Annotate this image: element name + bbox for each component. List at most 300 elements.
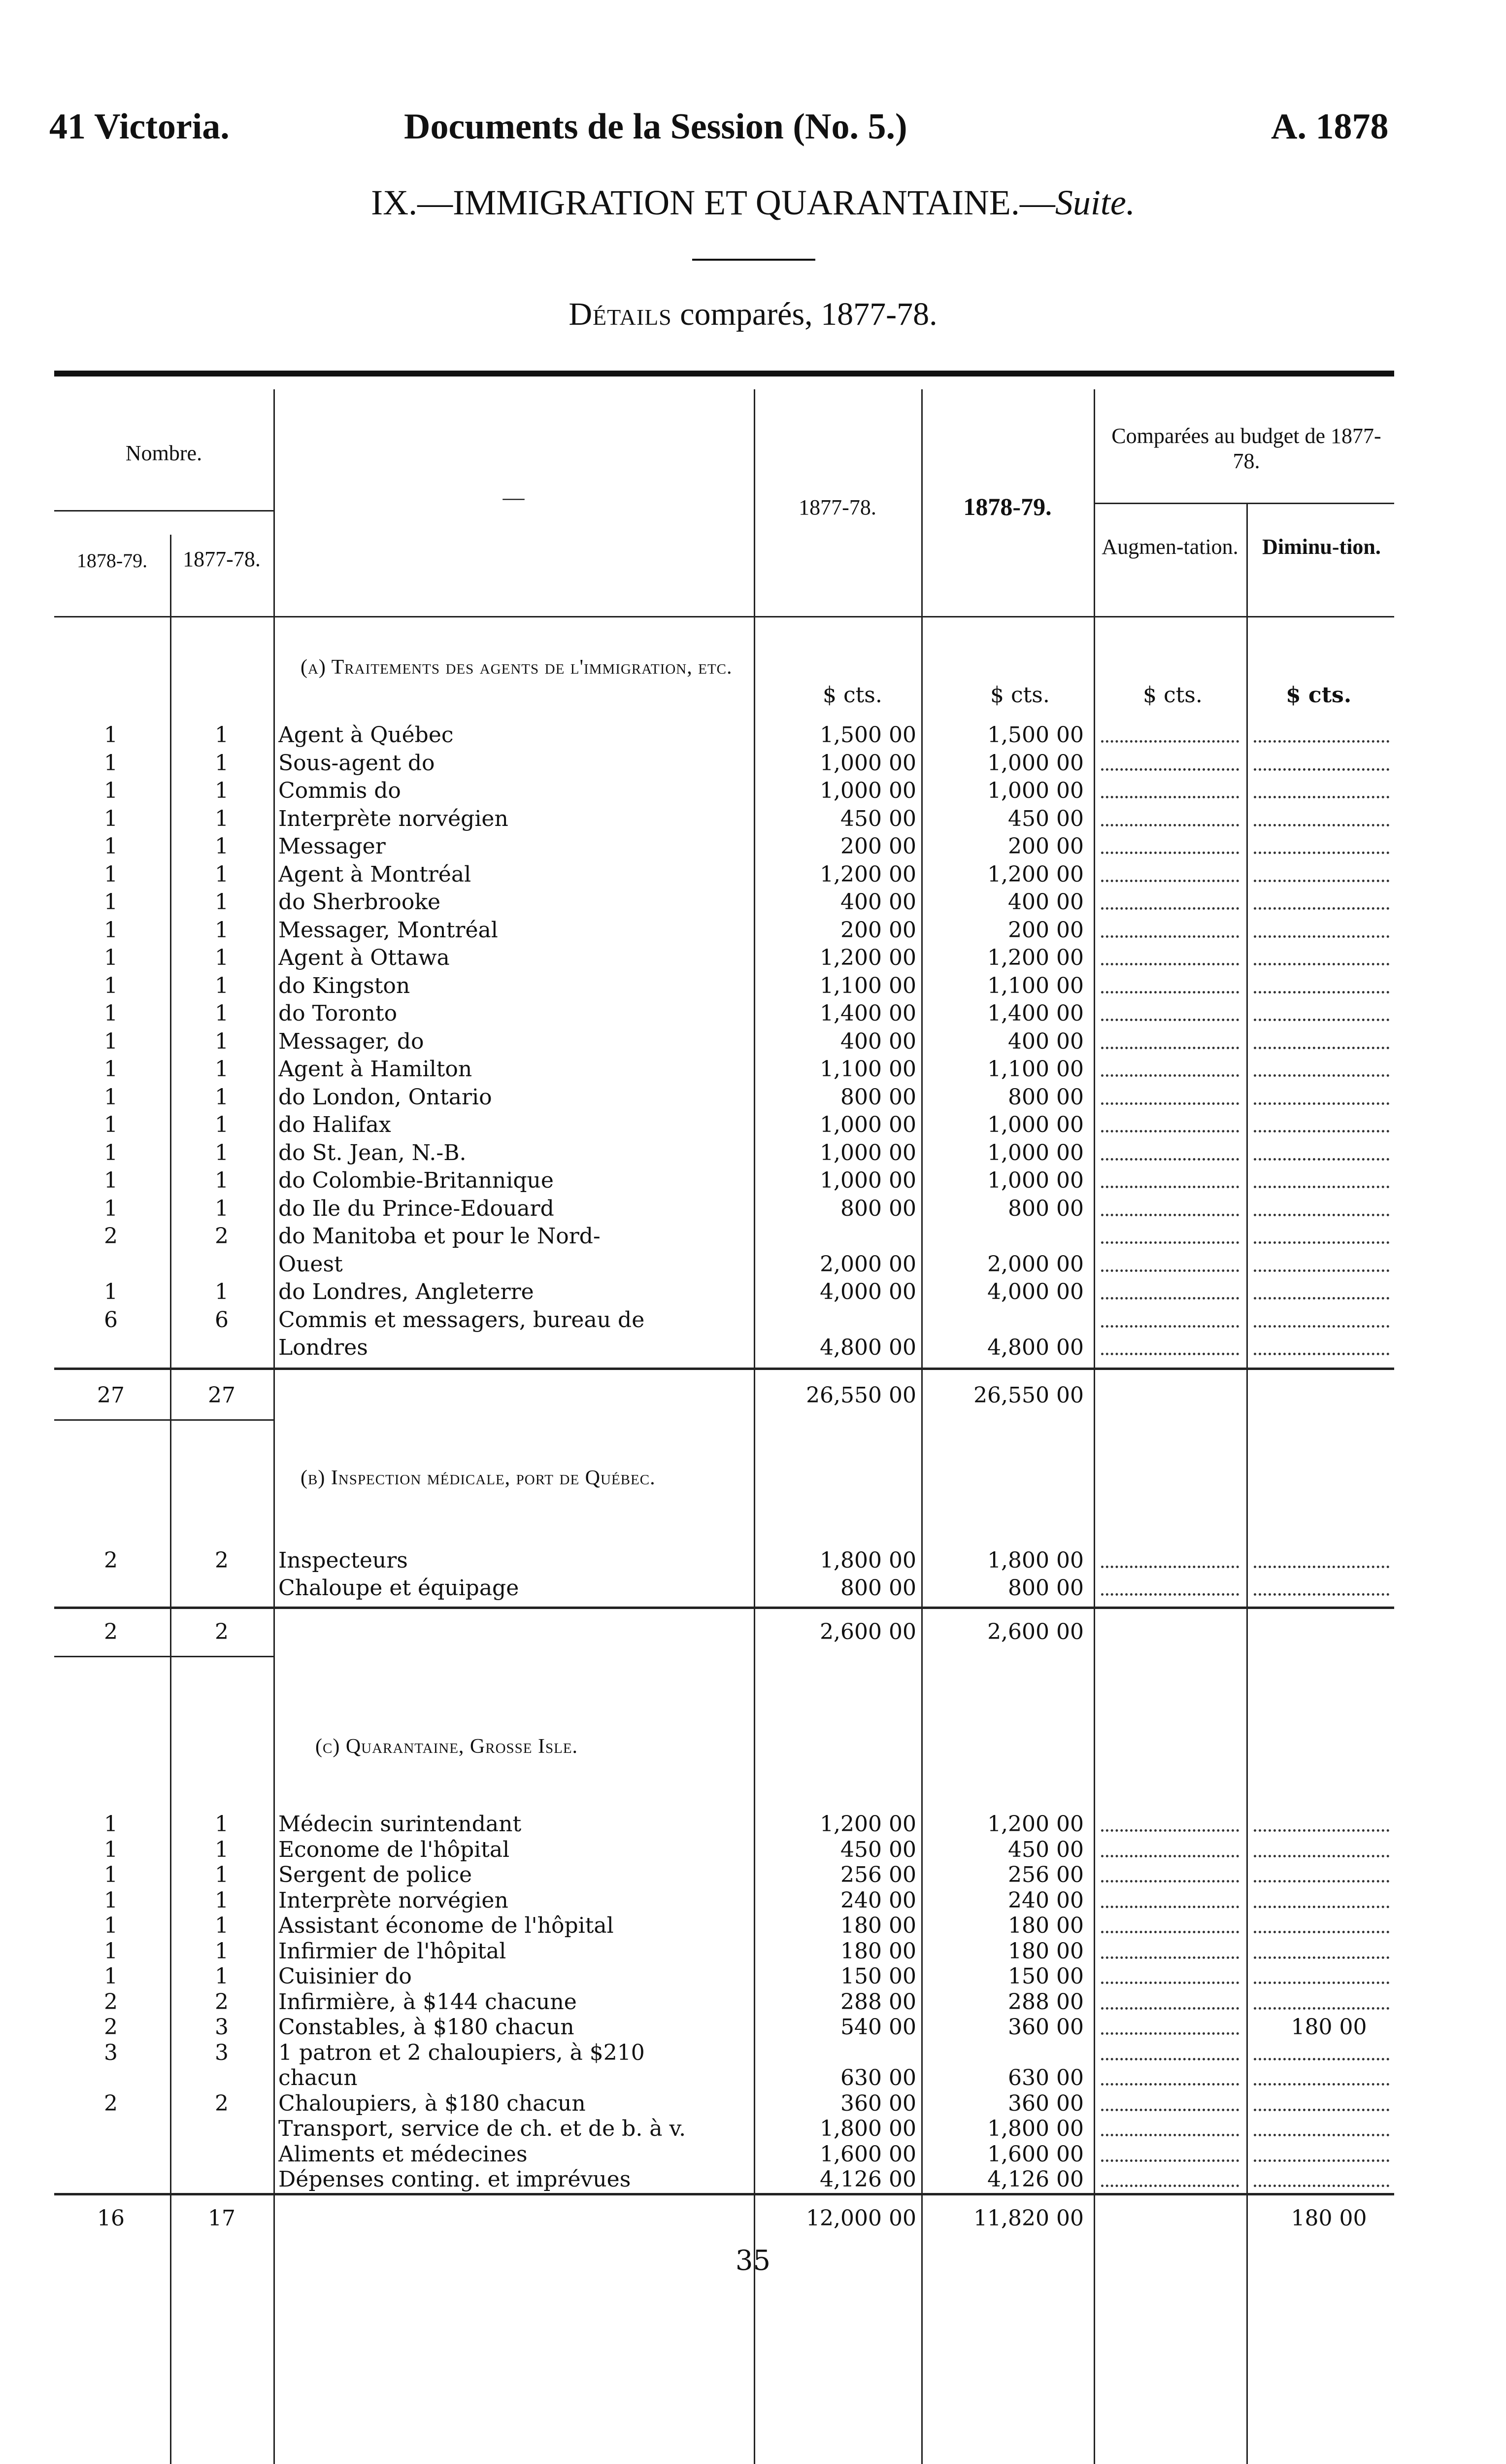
amount-1877: 800 00 [840,1575,916,1601]
count-1878: 1 [104,750,118,776]
title-rule [692,259,815,261]
count-1878: 6 [104,1307,118,1333]
dot-leader [1254,1880,1389,1882]
count-1877: 3 [215,2040,229,2065]
dot-leader [1101,2032,1239,2035]
table-row [0,1223,1506,1250]
table-row [0,1335,1506,1361]
dot-leader [1101,2007,1239,2010]
unit-a: $ cts. [823,683,882,708]
item-description: Chaloupiers, à $180 chacun [278,2090,586,2116]
amount-1878: 1,400 00 [987,1001,1084,1026]
dot-leader [1101,824,1239,826]
section-b-title: (b) Inspection médicale, port de Québec. [301,1467,656,1489]
header-right: A. 1878 [1271,106,1389,147]
dot-leader [1101,2083,1239,2086]
dot-leader [1254,1906,1389,1908]
item-description: do St. Jean, N.-B. [278,1140,467,1165]
amount-1878: 800 00 [1008,1196,1084,1221]
item-description: Aliments et médecines [278,2141,528,2167]
count-1877: 1 [215,1196,229,1221]
amount-1877: 1,000 00 [820,778,916,803]
count-1878: 2 [104,2090,118,2116]
amount-1878: 1,800 00 [987,2116,1084,2141]
item-description: Interprète norvégien [278,1887,508,1913]
total-a-bottom-rule [54,1419,273,1421]
amount-1878: 200 00 [1008,834,1084,859]
col-y1878: 1878-79. [963,493,1052,520]
dot-leader [1254,1241,1389,1244]
count-1877: 1 [215,1112,229,1137]
count-1878: 1 [104,861,118,887]
amount-1877: 256 00 [840,1862,916,1887]
item-description: Constables, à $180 chacun [278,2015,574,2040]
table-row [0,1963,1506,1990]
dot-leader [1254,907,1389,910]
amount-1877: 1,100 00 [820,1057,916,1082]
table-row [0,2065,1506,2091]
amount-1878: 1,000 00 [987,750,1084,776]
dot-leader [1254,1019,1389,1021]
amount-1878: 1,800 00 [987,1548,1084,1573]
amount-1877: 800 00 [840,1196,916,1221]
item-description: do Manitoba et pour le Nord- [278,1224,601,1249]
amount-1877: 1,800 00 [820,2116,916,2141]
item-description: Econome de l'hôpital [278,1837,510,1862]
count-1877: 1 [215,1862,229,1887]
dot-leader [1254,1325,1389,1328]
count-1878: 1 [104,1057,118,1082]
dot-leader [1254,1269,1389,1272]
col-1878: 1878-79. [76,549,148,572]
dot-leader [1254,1214,1389,1216]
col-desc: — [502,485,525,510]
unit-aug: $ cts. [1143,683,1203,708]
count-1877: 1 [215,834,229,859]
count-1878: 1 [104,1938,118,1964]
amount-1877: 4,000 00 [820,1279,916,1304]
dot-leader [1101,1982,1239,1984]
amount-1877: 450 00 [840,806,916,831]
header-center: Documents de la Session (No. 5.) [404,106,907,147]
dot-leader [1101,1906,1239,1908]
dot-leader [1101,2185,1239,2187]
dot-leader [1254,2109,1389,2111]
amount-1878: 360 00 [1008,2015,1084,2040]
count-1878: 1 [104,945,118,970]
amount-1877: 630 00 [840,2065,916,2090]
dot-leader [1254,2058,1389,2060]
dot-leader [1101,1956,1239,1959]
amount-1878: 450 00 [1008,806,1084,831]
count-1877: 2 [215,1989,229,2015]
item-description: Chaloupe et équipage [278,1575,519,1601]
total-b-n78: 2 [104,1619,118,1644]
total-a-row [0,1382,1506,1409]
dot-leader [1101,1130,1239,1132]
dot-leader [1254,1593,1389,1596]
dot-leader [1254,1829,1389,1832]
subtitle-lead: Détails [569,296,672,332]
total-a-n78: 27 [97,1383,125,1408]
table-row [0,1196,1506,1222]
dot-leader [1254,1297,1389,1300]
item-description: Infirmier de l'hôpital [278,1938,506,1964]
amount-1877: 1,400 00 [820,1001,916,1026]
table-row [0,1056,1506,1083]
table-row [0,2040,1506,2066]
amount-1877: 2,000 00 [820,1251,916,1277]
amount-1877: 540 00 [840,2015,916,2040]
dot-leader [1254,824,1389,826]
amount-1877: 1,000 00 [820,1168,916,1193]
dot-leader [1101,1074,1239,1077]
count-1878: 2 [104,2015,118,2040]
table-row [0,917,1506,944]
total-c-row [0,2205,1506,2232]
dot-leader [1101,2159,1239,2162]
amount-1878: 450 00 [1008,1837,1084,1862]
amount-1877: 180 00 [840,1913,916,1938]
col-augmentation: Augmen-tation. [1102,535,1238,559]
dot-leader [1101,1325,1239,1328]
dot-leader [1101,907,1239,910]
dot-leader [1101,1241,1239,1244]
page-title [0,182,1506,223]
item-description: Ouest [278,1251,343,1277]
amount-1877: 1,000 00 [820,1112,916,1137]
header-rule-comparees [1094,503,1394,504]
dot-leader [1101,768,1239,771]
section-a-title: (a) Traitements des agents de l'immigration, etc. [301,656,733,679]
amount-1877: 200 00 [840,834,916,859]
col-1877: 1877-78. [183,547,261,571]
count-1877: 1 [215,1913,229,1938]
table-row [0,750,1506,777]
dot-leader [1101,1186,1239,1188]
amount-1877: 288 00 [840,1989,916,2015]
item-description: Londres [278,1335,368,1360]
item-description: chacun [278,2065,358,2090]
amount-1877: 180 00 [840,1938,916,1964]
count-1878: 2 [104,1548,118,1573]
amount-1877: 800 00 [840,1084,916,1110]
table-row [0,722,1506,749]
dot-leader [1254,2083,1389,2086]
count-1877: 1 [215,890,229,915]
amount-1878: 200 00 [1008,917,1084,943]
dot-leader [1101,1158,1239,1161]
item-description: Commis do [278,778,401,803]
item-description: Messager, do [278,1028,424,1054]
amount-1878: 1,600 00 [987,2141,1084,2167]
amount-1878: 256 00 [1008,1862,1084,1887]
item-description: Médecin surintendant [278,1812,522,1837]
dot-leader [1101,852,1239,854]
dot-leader [1101,1855,1239,1857]
amount-1878: 4,800 00 [987,1335,1084,1360]
item-description: do Ile du Prince-Edouard [278,1196,554,1221]
count-1878: 1 [104,973,118,998]
dot-leader [1254,1353,1389,1355]
total-a-1877: 26,550 00 [806,1383,916,1408]
table-row [0,1279,1506,1305]
section-c-title: (c) Quarantaine, Grosse Isle. [315,1735,578,1758]
item-description: Agent à Québec [278,722,454,748]
dot-leader [1254,796,1389,798]
dot-leader [1254,1982,1389,1984]
count-1877: 1 [215,1168,229,1193]
dot-leader [1101,1047,1239,1049]
table-row [0,1307,1506,1334]
amount-1878: 1,000 00 [987,1168,1084,1193]
table-row [0,1251,1506,1278]
count-1877: 2 [215,1224,229,1249]
item-description: Assistant économe de l'hôpital [278,1913,614,1938]
table-row [0,1028,1506,1055]
dot-leader [1254,2134,1389,2136]
count-1877: 3 [215,2015,229,2040]
amount-1878: 1,000 00 [987,1140,1084,1165]
amount-1877: 240 00 [840,1887,916,1913]
count-1877: 1 [215,1964,229,1989]
table-row [0,806,1506,832]
count-1877: 1 [215,1140,229,1165]
table-row [0,1000,1506,1027]
item-description: Dépenses conting. et imprévues [278,2167,631,2192]
subtitle-rest: comparés, 1877-78. [671,296,937,332]
dot-leader [1101,1829,1239,1832]
dot-leader [1101,2058,1239,2060]
count-1877: 1 [215,1812,229,1837]
amount-1878: 800 00 [1008,1084,1084,1110]
amount-1878: 1,200 00 [987,861,1084,887]
header-rule-nombre [54,510,273,512]
count-1878: 1 [104,1084,118,1110]
header-bottom-rule [54,616,1394,617]
table-row [0,2014,1506,2041]
total-b-n77: 2 [215,1619,229,1644]
count-1878: 1 [104,917,118,943]
table-row [0,1913,1506,1939]
item-description: Messager, Montréal [278,917,498,943]
dot-leader [1101,991,1239,993]
dot-leader [1101,1880,1239,1882]
table-row [0,2116,1506,2142]
dot-leader [1254,852,1389,854]
count-1877: 1 [215,973,229,998]
amount-1878: 630 00 [1008,2065,1084,2090]
item-description: Commis et messagers, bureau de [278,1307,645,1333]
amount-1877: 450 00 [840,1837,916,1862]
table-row [0,1575,1506,1602]
count-1877: 1 [215,1938,229,1964]
count-1877: 1 [215,722,229,748]
amount-1877: 360 00 [840,2090,916,2116]
col-diminution: Diminu-tion. [1262,535,1381,559]
table-row [0,1112,1506,1138]
count-1878: 1 [104,1837,118,1862]
amount-1877: 1,200 00 [820,861,916,887]
table-row [0,778,1506,804]
count-1878: 2 [104,1989,118,2015]
count-1878: 1 [104,1812,118,1837]
count-1877: 1 [215,806,229,831]
count-1878: 1 [104,778,118,803]
item-description: Cuisinier do [278,1964,412,1989]
item-description: Inspecteurs [278,1548,408,1573]
count-1877: 1 [215,1837,229,1862]
dot-leader [1254,1102,1389,1105]
table-row [0,1862,1506,1888]
total-c-1878: 11,820 00 [973,2206,1084,2231]
dot-leader [1101,740,1239,743]
dot-leader [1254,1047,1389,1049]
dot-leader [1101,2109,1239,2111]
amount-1878: 1,200 00 [987,1812,1084,1837]
dot-leader [1101,1019,1239,1021]
amount-1877: 200 00 [840,917,916,943]
amount-1878: 1,200 00 [987,945,1084,970]
dot-leader [1254,935,1389,938]
item-description: do Halifax [278,1112,391,1137]
col-comparees: Comparées au budget de 1877-78. [1111,424,1381,473]
dot-leader [1254,740,1389,743]
dot-leader [1101,880,1239,882]
item-description: do London, Ontario [278,1084,492,1110]
dot-leader [1254,1130,1389,1132]
total-c-1877: 12,000 00 [806,2206,916,2231]
amount-1877: 400 00 [840,1028,916,1054]
item-description: Sergent de police [278,1862,472,1887]
total-c-n77: 17 [208,2206,235,2231]
item-description: Agent à Hamilton [278,1057,472,1082]
item-description: do Kingston [278,973,410,998]
count-1878: 1 [104,1887,118,1913]
count-1878: 1 [104,1001,118,1026]
page-number: 35 [735,2245,771,2277]
item-description: do Toronto [278,1001,398,1026]
dot-leader [1254,1158,1389,1161]
count-1877: 2 [215,2090,229,2116]
title-main: IX.—IMMIGRATION ET QUARANTAINE.— [371,183,1055,222]
table-row [0,1837,1506,1863]
table-row [0,861,1506,888]
table-row [0,2141,1506,2168]
dot-leader [1254,991,1389,993]
amount-1878: 4,126 00 [987,2167,1084,2192]
amount-1878: 288 00 [1008,1989,1084,2015]
total-b-1877: 2,600 00 [820,1619,916,1644]
dot-leader [1101,935,1239,938]
count-1877: 1 [215,1057,229,1082]
item-description: Sous-agent do [278,750,435,776]
unit-dim: $ cts. [1286,683,1352,708]
amount-1877: 400 00 [840,890,916,915]
dot-leader [1254,1566,1389,1568]
table-row [0,1989,1506,2016]
amount-1878: 150 00 [1008,1964,1084,1989]
total-a-1878: 26,550 00 [973,1383,1084,1408]
col-y1877: 1877-78. [799,495,876,519]
item-description: Infirmière, à $144 chacune [278,1989,577,2015]
item-description: Agent à Ottawa [278,945,450,970]
item-description: 1 patron et 2 chaloupiers, à $210 [278,2040,645,2065]
amount-1878: 240 00 [1008,1887,1084,1913]
count-1877: 1 [215,1279,229,1304]
count-1878: 3 [104,2040,118,2065]
table-row [0,833,1506,860]
amount-1877: 1,500 00 [820,722,916,748]
table-row [0,945,1506,971]
count-1878: 1 [104,890,118,915]
count-1878: 1 [104,1279,118,1304]
count-1878: 1 [104,1964,118,1989]
amount-1877: 1,600 00 [820,2141,916,2167]
dot-leader [1101,1102,1239,1105]
amount-1878: 400 00 [1008,1028,1084,1054]
count-1877: 1 [215,750,229,776]
dot-leader [1254,1074,1389,1077]
count-1878: 1 [104,834,118,859]
diminution-value: 180 00 [1291,2015,1367,2040]
dot-leader [1254,1855,1389,1857]
amount-1878: 360 00 [1008,2090,1084,2116]
dot-leader [1101,1931,1239,1933]
count-1877: 1 [215,917,229,943]
count-1877: 1 [215,778,229,803]
subtitle [0,296,1506,333]
table-row [0,1811,1506,1838]
dot-leader [1254,1956,1389,1959]
item-description: do Colombie-Britannique [278,1168,554,1193]
amount-1878: 1,100 00 [987,973,1084,998]
count-1878: 1 [104,806,118,831]
amount-1878: 180 00 [1008,1913,1084,1938]
count-1878: 1 [104,1168,118,1193]
total-b-1878: 2,600 00 [987,1619,1084,1644]
table-row [0,2090,1506,2117]
amount-1877: 4,126 00 [820,2167,916,2192]
count-1877: 1 [215,945,229,970]
dot-leader [1254,1931,1389,1933]
count-1878: 1 [104,1862,118,1887]
thick-rule [54,371,1394,376]
table-row [0,2166,1506,2193]
count-1878: 1 [104,1112,118,1137]
table-row [0,973,1506,999]
item-description: Agent à Montréal [278,861,471,887]
header-left: 41 Victoria. [49,106,230,147]
item-description: do Sherbrooke [278,890,441,915]
dot-leader [1254,2185,1389,2187]
dot-leader [1254,1186,1389,1188]
table-row [0,1084,1506,1111]
total-c-dim: 180 00 [1291,2206,1367,2231]
dot-leader [1254,768,1389,771]
amount-1877: 1,000 00 [820,750,916,776]
dot-leader [1254,2159,1389,2162]
table-row [0,1887,1506,1914]
count-1878: 1 [104,1140,118,1165]
amount-1878: 180 00 [1008,1938,1084,1964]
table-row [0,1167,1506,1194]
table-row [0,889,1506,916]
amount-1877: 1,200 00 [820,945,916,970]
amount-1877: 4,800 00 [820,1335,916,1360]
amount-1878: 1,000 00 [987,1112,1084,1137]
count-1877: 1 [215,1028,229,1054]
